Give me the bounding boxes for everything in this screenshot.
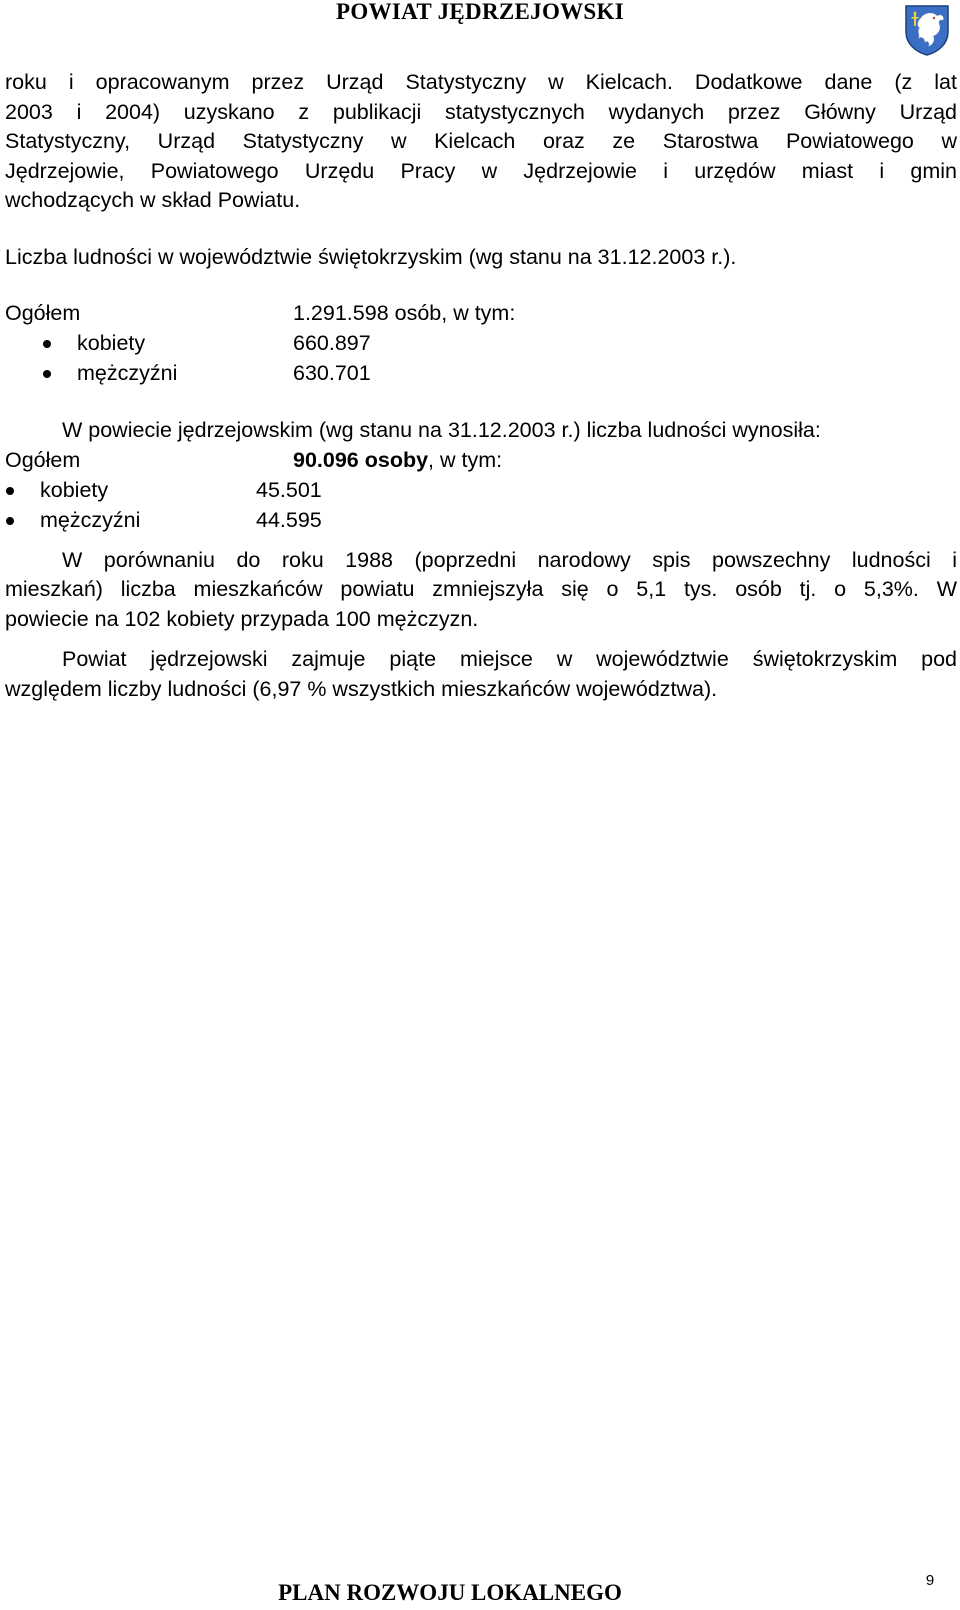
comparison-line-1: W porównaniu do roku 1988 (poprzedni narodowy spis powszechny ludności i (62, 547, 957, 572)
county-women-value: 45.501 (256, 477, 322, 502)
county-men-label: mężczyźni (40, 507, 141, 532)
intro-line-3: Statystyczny, Urząd Statystyczny w Kielcach oraz ze Starostwa Powiatowego w (5, 129, 957, 153)
comparison-line-2: mieszkań) liczba mieszkańców powiatu zmniejszyła się o 5,1 tys. osób tj. o 5,3%. W (5, 577, 957, 601)
voivodeship-total-label: Ogółem (5, 301, 81, 325)
ranking-paragraph (5, 645, 957, 704)
county-total-value: 90.096 osoby (293, 447, 429, 472)
ranking-line-2: względem liczby ludności (6,97 % wszystkich mieszkańców województwa). (5, 676, 718, 701)
voivodeship-total-row (5, 299, 957, 329)
voivodeship-men-label: mężczyźni (77, 361, 178, 385)
voivodeship-men-value: 630.701 (293, 361, 371, 385)
bullet-icon (6, 487, 14, 495)
bullet-icon (6, 517, 14, 525)
voivodeship-women-row (5, 329, 957, 359)
footer-title: PLAN ROZWOJU LOKALNEGO (278, 1580, 622, 1605)
page-header (0, 0, 960, 60)
voivodeship-women-label: kobiety (77, 331, 146, 355)
document-body (5, 68, 957, 704)
voivodeship-women-value: 660.897 (293, 331, 371, 355)
intro-line-4: Jędrzejowie, Powiatowego Urzędu Pracy w Jędrzejowie i urzędów miast i gmin (5, 158, 957, 183)
county-total-row (5, 446, 957, 476)
county-total-suffix: , w tym: (428, 447, 503, 472)
page-number: 9 (925, 1572, 935, 1589)
coat-of-arms-icon (903, 4, 951, 56)
voivodeship-heading: Liczba ludności w województwie świętokrzyskim (wg stanu na 31.12.2003 r.). (5, 244, 737, 269)
voivodeship-total-value: 1.291.598 osób, w tym: (293, 301, 516, 325)
ranking-line-1: Powiat jędrzejowski zajmuje piąte miejsce w województwie świętokrzyskim pod (62, 647, 957, 671)
header-title: POWIAT JĘDRZEJOWSKI (336, 0, 624, 24)
intro-paragraph (5, 68, 957, 216)
county-men-value: 44.595 (256, 507, 322, 532)
county-women-label: kobiety (40, 477, 109, 502)
bullet-icon (43, 340, 51, 348)
county-men-row (5, 506, 957, 536)
county-heading: W powiecie jędrzejowskim (wg stanu na 31.12.2003 r.) liczba ludności wynosiła: (62, 418, 821, 442)
intro-line-1: roku i opracowanym przez Urząd Statystyczny w Kielcach. Dodatkowe dane (z lat (5, 70, 957, 94)
county-women-row (5, 476, 957, 506)
voivodeship-men-row (5, 359, 957, 389)
intro-line-2: 2003 i 2004) uzyskano z publikacji statystycznych wydanych przez Główny Urząd (5, 99, 957, 124)
county-total-label: Ogółem (5, 447, 81, 472)
comparison-line-3: powiecie na 102 kobiety przypada 100 mężczyzn. (5, 606, 479, 631)
bullet-icon (43, 370, 51, 378)
intro-line-5: wchodzących w skład Powiatu. (5, 188, 301, 212)
comparison-paragraph (5, 546, 957, 635)
